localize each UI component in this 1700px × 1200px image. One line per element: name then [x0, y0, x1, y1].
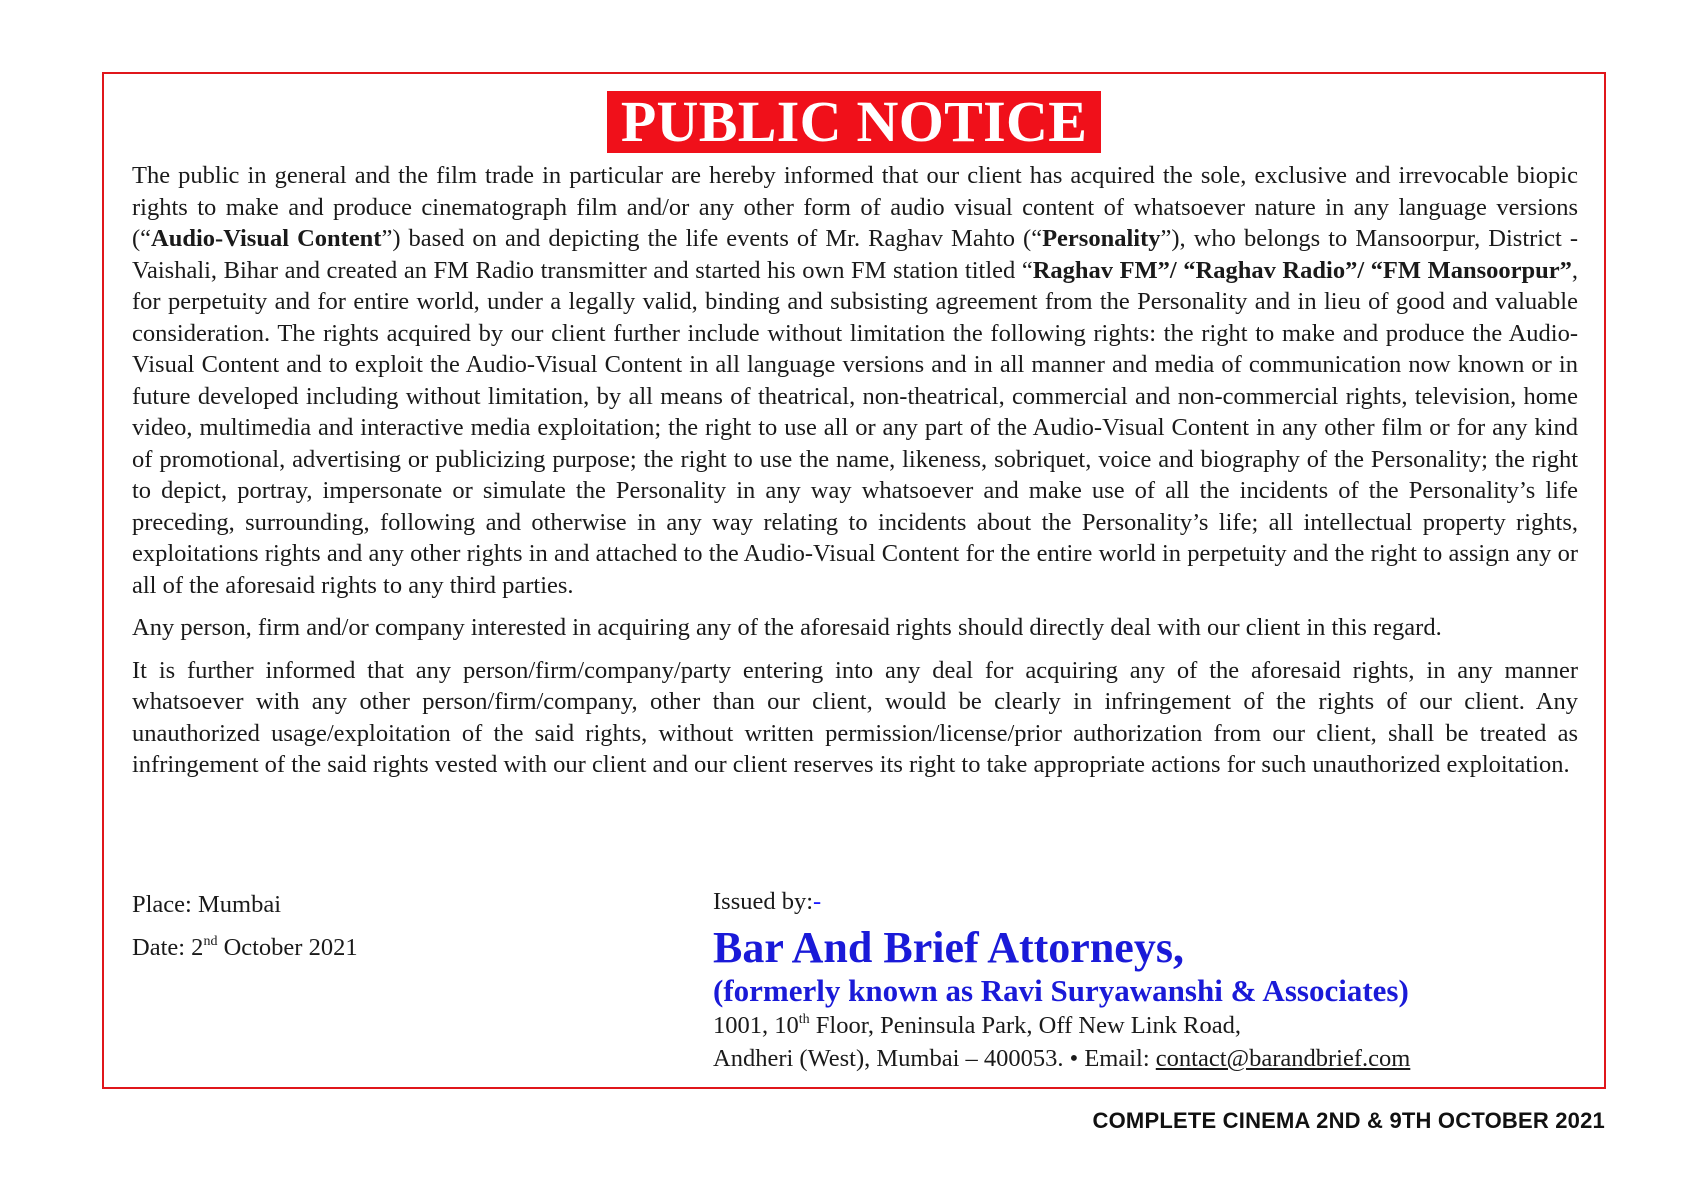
- p1-text-e: ”), who belongs to Mansoorpur, District - Vaishali, Bihar and created an FM Radio transmitter and started his own FM station titled “: [132, 225, 1578, 284]
- email-link[interactable]: contact@barandbrief.com: [1155, 1045, 1411, 1072]
- term-audio-visual-content: Audio-Visual Content: [151, 225, 382, 252]
- firm-name: Bar And Brief Attorneys,: [713, 923, 1184, 972]
- address-line-2: [713, 1042, 1583, 1075]
- paragraph-contact-client: Any person, firm and/or company interested in acquiring any of the aforesaid rights should directly deal with our client in this regard.: [132, 614, 1442, 641]
- place-date-block: [132, 889, 358, 975]
- address1-suffix: Floor, Peninsula Park, Off New Link Road,: [809, 1012, 1241, 1039]
- paragraph-infringement: It is further informed that any person/firm/company/party entering into any deal for acquiring any of the aforesaid rights, in any manner whatsoever with any other person/firm/company, other than our client, would be clearly in infringement of the rights of our client. Any unauthorized usage/exploitation of the said rights, without written permission/license/prior authorization from our client, shall be treated as infringement of the said rights vested with our client and our client reserves its right to take appropriate actions for such unauthorized exploitation.: [132, 656, 1578, 778]
- address1-prefix: 1001, 10: [713, 1012, 799, 1039]
- date-prefix: Date: 2: [132, 934, 204, 961]
- address2-prefix: Andheri (West), Mumbai – 400053. • Email:: [713, 1045, 1156, 1072]
- notice-body: [132, 160, 1578, 792]
- title-wrap: [104, 91, 1604, 153]
- publication-footer: COMPLETE CINEMA 2ND & 9TH OCTOBER 2021: [1092, 1108, 1605, 1133]
- issued-by-dash: -: [813, 888, 822, 915]
- issued-by-label: [713, 886, 1583, 917]
- firm-former-name: (formerly known as Ravi Suryawanshi & Associates): [713, 973, 1409, 1008]
- date-ordinal: nd: [203, 934, 218, 949]
- paragraph-rights: [132, 160, 1578, 601]
- date-suffix: October 2021: [217, 934, 358, 961]
- p1-text-g: , for perpetuity and for entire world, under a legally valid, binding and subsisting agreement from the Personality and in lieu of good and valuable consideration. The rights acquired by our client further include without limitation the following rights: the right to make and produce the Audio-Visual Content and to exploit the Audio-Visual Content in all language versions and in all manner and media of communication now known or in future developed including without limitation, by all means of theatrical, non-theatrical, commercial and non-commercial rights, television, home video, multimedia and interactive media exploitation; the right to use all or any part of the Audio-Visual Content in any other film or for any kind of promotional, advertising or publicizing purpose; the right to use the name, likeness, sobriquet, voice and biography of the Personality; the right to depict, portray, impersonate or simulate the Personality in any way whatsoever and make use of all the incidents of the Personality’s life preceding, surrounding, following and otherwise in any way relating to incidents about the Personality’s life; all intellectual property rights, exploitations rights and any other rights in and attached to the Audio-Visual Content for the entire world in perpetuity and the right to assign any or all of the aforesaid rights to any third parties.: [132, 256, 1579, 599]
- station-titles: Raghav FM”/ “Raghav Radio”/ “FM Mansoorpur”: [1032, 256, 1572, 284]
- notice-frame: [102, 72, 1606, 1089]
- p1-text-c: ”) based on and depicting the life events of Mr. Raghav Mahto (“: [381, 225, 1043, 252]
- notice-title: PUBLIC NOTICE: [607, 91, 1101, 153]
- term-personality: Personality: [1042, 225, 1161, 252]
- place-line: Place: Mumbai: [132, 891, 282, 918]
- date-line: [132, 932, 358, 963]
- issued-by-text: Issued by:: [713, 888, 814, 915]
- issuer-block: [713, 886, 1583, 1075]
- floor-ordinal: th: [798, 1012, 810, 1027]
- p1-text-a: The public in general and the film trade in particular are hereby informed that our client has acquired the sole, exclusive and irrevocable biopic rights to make and produce cinematograph film and/or any other form of audio visual content of whatsoever nature in any language versions (“: [132, 162, 1578, 252]
- address-line-1: [713, 1009, 1583, 1042]
